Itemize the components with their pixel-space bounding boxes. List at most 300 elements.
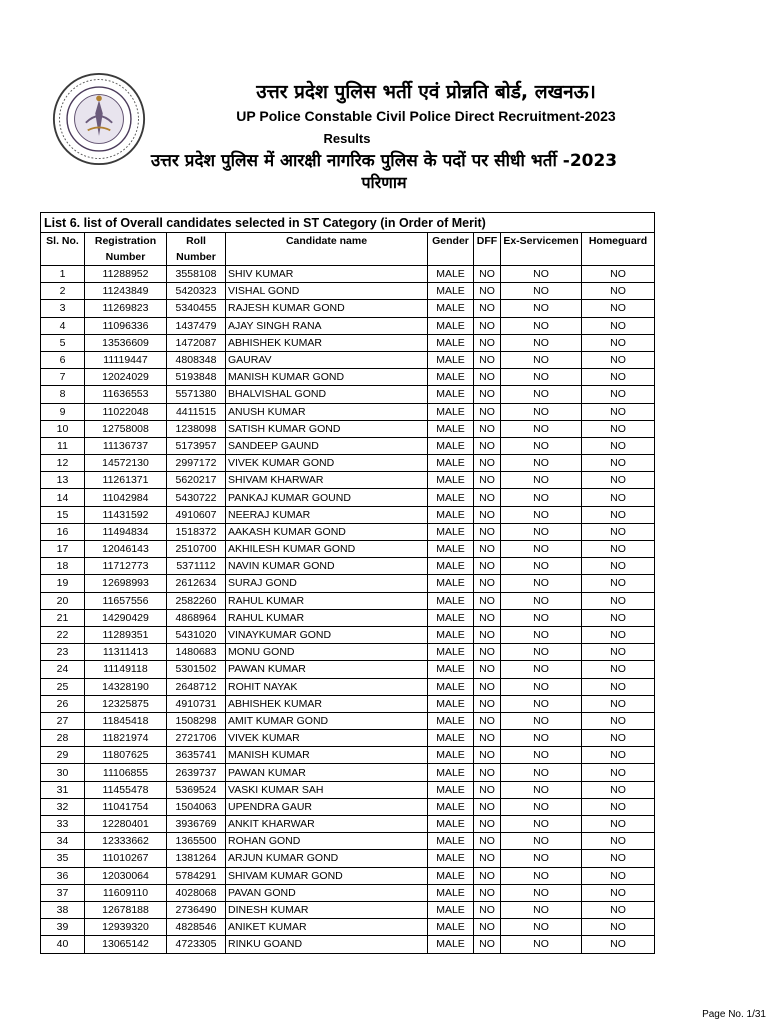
column-header-homeguard: Homeguard xyxy=(582,233,655,266)
ex-servicemen-cell: NO xyxy=(501,747,582,764)
roll-number-cell: 5301502 xyxy=(167,661,226,678)
roll-number-cell: 2721706 xyxy=(167,730,226,747)
document-header xyxy=(0,0,768,200)
ex-servicemen-cell: NO xyxy=(501,644,582,661)
roll-number-cell: 5431020 xyxy=(167,626,226,643)
dff-cell: NO xyxy=(474,266,501,283)
homeguard-cell: NO xyxy=(582,816,655,833)
registration-number-cell: 11041754 xyxy=(85,798,167,815)
candidate-name-cell: MONU GOND xyxy=(226,644,428,661)
table-row xyxy=(41,816,655,833)
registration-number-cell: 11022048 xyxy=(85,403,167,420)
homeguard-cell: NO xyxy=(582,283,655,300)
table-row xyxy=(41,266,655,283)
table-row xyxy=(41,472,655,489)
candidate-name-cell: SANDEEP GAUND xyxy=(226,437,428,454)
sl-no-cell: 7 xyxy=(41,369,85,386)
candidate-name-cell: RAHUL KUMAR xyxy=(226,592,428,609)
registration-number-cell: 11636553 xyxy=(85,386,167,403)
candidate-name-cell: AAKASH KUMAR GOND xyxy=(226,523,428,540)
registration-number-cell: 12325875 xyxy=(85,695,167,712)
ex-servicemen-cell: NO xyxy=(501,386,582,403)
dff-cell: NO xyxy=(474,884,501,901)
dff-cell: NO xyxy=(474,730,501,747)
table-row xyxy=(41,351,655,368)
ex-servicemen-cell: NO xyxy=(501,884,582,901)
registration-number-cell: 12280401 xyxy=(85,816,167,833)
column-header-ex-servicemen: Ex-Servicemen xyxy=(501,233,582,266)
table-caption: List 6. list of Overall candidates selected in ST Category (in Order of Merit) xyxy=(41,213,655,233)
dff-cell: NO xyxy=(474,764,501,781)
table-row xyxy=(41,283,655,300)
candidate-name-cell: SURAJ GOND xyxy=(226,575,428,592)
sl-no-cell: 36 xyxy=(41,867,85,884)
table-row xyxy=(41,437,655,454)
recruitment-title-english: UP Police Constable Civil Police Direct Recruitment-2023 xyxy=(236,108,616,124)
gender-cell: MALE xyxy=(428,575,474,592)
table-row xyxy=(41,764,655,781)
recruitment-title-hindi: उत्तर प्रदेश पुलिस में आरक्षी नागरिक पुलिस के पदों पर सीधी भर्ती -2023 xyxy=(150,151,618,171)
roll-number-cell: 2510700 xyxy=(167,541,226,558)
roll-number-cell: 1472087 xyxy=(167,334,226,351)
ex-servicemen-cell: NO xyxy=(501,678,582,695)
gender-cell: MALE xyxy=(428,712,474,729)
candidate-name-cell: GAURAV xyxy=(226,351,428,368)
dff-cell: NO xyxy=(474,781,501,798)
table-row xyxy=(41,592,655,609)
sl-no-cell: 38 xyxy=(41,901,85,918)
ex-servicemen-cell: NO xyxy=(501,455,582,472)
ex-servicemen-cell: NO xyxy=(501,369,582,386)
gender-cell: MALE xyxy=(428,403,474,420)
ex-servicemen-cell: NO xyxy=(501,437,582,454)
candidate-name-cell: ROHAN GOND xyxy=(226,833,428,850)
sl-no-cell: 39 xyxy=(41,919,85,936)
dff-cell: NO xyxy=(474,626,501,643)
roll-number-cell: 1518372 xyxy=(167,523,226,540)
registration-number-cell: 12333662 xyxy=(85,833,167,850)
roll-number-cell: 4868964 xyxy=(167,609,226,626)
roll-number-cell: 5193848 xyxy=(167,369,226,386)
ex-servicemen-cell: NO xyxy=(501,403,582,420)
candidate-name-cell: ANUSH KUMAR xyxy=(226,403,428,420)
gender-cell: MALE xyxy=(428,506,474,523)
registration-number-cell: 12046143 xyxy=(85,541,167,558)
registration-number-cell: 11712773 xyxy=(85,558,167,575)
gender-cell: MALE xyxy=(428,901,474,918)
gender-cell: MALE xyxy=(428,558,474,575)
candidate-name-cell: UPENDRA GAUR xyxy=(226,798,428,815)
candidate-name-cell: RAJESH KUMAR GOND xyxy=(226,300,428,317)
homeguard-cell: NO xyxy=(582,867,655,884)
dff-cell: NO xyxy=(474,386,501,403)
registration-number-cell: 11269823 xyxy=(85,300,167,317)
selected-candidates-table xyxy=(40,212,655,954)
table-row xyxy=(41,334,655,351)
registration-number-cell: 11042984 xyxy=(85,489,167,506)
sl-no-cell: 5 xyxy=(41,334,85,351)
dff-cell: NO xyxy=(474,901,501,918)
registration-number-cell: 12030064 xyxy=(85,867,167,884)
registration-number-cell: 11821974 xyxy=(85,730,167,747)
gender-cell: MALE xyxy=(428,283,474,300)
candidate-name-cell: SHIV KUMAR xyxy=(226,266,428,283)
gender-cell: MALE xyxy=(428,609,474,626)
registration-number-cell: 11106855 xyxy=(85,764,167,781)
roll-number-cell: 5340455 xyxy=(167,300,226,317)
roll-number-cell: 5371112 xyxy=(167,558,226,575)
dff-cell: NO xyxy=(474,369,501,386)
sl-no-cell: 30 xyxy=(41,764,85,781)
gender-cell: MALE xyxy=(428,541,474,558)
roll-number-cell: 4910731 xyxy=(167,695,226,712)
column-header-gender: Gender xyxy=(428,233,474,266)
homeguard-cell: NO xyxy=(582,661,655,678)
ex-servicemen-cell: NO xyxy=(501,541,582,558)
ex-servicemen-cell: NO xyxy=(501,283,582,300)
roll-number-cell: 3558108 xyxy=(167,266,226,283)
table-row xyxy=(41,936,655,953)
ex-servicemen-cell: NO xyxy=(501,609,582,626)
sl-no-cell: 2 xyxy=(41,283,85,300)
roll-number-cell: 1504063 xyxy=(167,798,226,815)
candidate-name-cell: RAHUL KUMAR xyxy=(226,609,428,626)
table-row xyxy=(41,420,655,437)
table-row xyxy=(41,541,655,558)
table-row xyxy=(41,695,655,712)
table-row xyxy=(41,712,655,729)
roll-number-cell: 1508298 xyxy=(167,712,226,729)
candidate-name-cell: MANISH KUMAR GOND xyxy=(226,369,428,386)
table-row xyxy=(41,403,655,420)
roll-number-cell: 5369524 xyxy=(167,781,226,798)
dff-cell: NO xyxy=(474,575,501,592)
sl-no-cell: 33 xyxy=(41,816,85,833)
table-row xyxy=(41,781,655,798)
roll-number-cell: 3635741 xyxy=(167,747,226,764)
gender-cell: MALE xyxy=(428,695,474,712)
dff-cell: NO xyxy=(474,489,501,506)
registration-number-cell: 11807625 xyxy=(85,747,167,764)
homeguard-cell: NO xyxy=(582,420,655,437)
sl-no-cell: 32 xyxy=(41,798,85,815)
dff-cell: NO xyxy=(474,661,501,678)
gender-cell: MALE xyxy=(428,936,474,953)
candidate-name-cell: VISHAL GOND xyxy=(226,283,428,300)
sl-no-cell: 29 xyxy=(41,747,85,764)
candidate-name-cell: NAVIN KUMAR GOND xyxy=(226,558,428,575)
roll-number-cell: 1381264 xyxy=(167,850,226,867)
dff-cell: NO xyxy=(474,850,501,867)
sl-no-cell: 26 xyxy=(41,695,85,712)
dff-cell: NO xyxy=(474,437,501,454)
homeguard-cell: NO xyxy=(582,850,655,867)
ex-servicemen-cell: NO xyxy=(501,833,582,850)
ex-servicemen-cell: NO xyxy=(501,901,582,918)
sl-no-cell: 24 xyxy=(41,661,85,678)
homeguard-cell: NO xyxy=(582,764,655,781)
registration-number-cell: 11431592 xyxy=(85,506,167,523)
ex-servicemen-cell: NO xyxy=(501,472,582,489)
sl-no-cell: 1 xyxy=(41,266,85,283)
sl-no-cell: 9 xyxy=(41,403,85,420)
roll-number-cell: 1365500 xyxy=(167,833,226,850)
gender-cell: MALE xyxy=(428,437,474,454)
homeguard-cell: NO xyxy=(582,489,655,506)
table-row xyxy=(41,833,655,850)
gender-cell: MALE xyxy=(428,334,474,351)
candidate-name-cell: AJAY SINGH RANA xyxy=(226,317,428,334)
dff-cell: NO xyxy=(474,919,501,936)
sl-no-cell: 10 xyxy=(41,420,85,437)
homeguard-cell: NO xyxy=(582,403,655,420)
column-header-registration-number: Registration Number xyxy=(85,233,167,266)
table-row xyxy=(41,558,655,575)
registration-number-cell: 11119447 xyxy=(85,351,167,368)
ex-servicemen-cell: NO xyxy=(501,334,582,351)
homeguard-cell: NO xyxy=(582,609,655,626)
sl-no-cell: 13 xyxy=(41,472,85,489)
registration-number-cell: 11149118 xyxy=(85,661,167,678)
table-row xyxy=(41,919,655,936)
table-row xyxy=(41,678,655,695)
dff-cell: NO xyxy=(474,816,501,833)
gender-cell: MALE xyxy=(428,661,474,678)
ex-servicemen-cell: NO xyxy=(501,489,582,506)
sl-no-cell: 11 xyxy=(41,437,85,454)
registration-number-cell: 11455478 xyxy=(85,781,167,798)
results-label-english: Results xyxy=(323,131,371,146)
sl-no-cell: 35 xyxy=(41,850,85,867)
homeguard-cell: NO xyxy=(582,695,655,712)
candidate-name-cell: BHALVISHAL GOND xyxy=(226,386,428,403)
sl-no-cell: 17 xyxy=(41,541,85,558)
registration-number-cell: 11010267 xyxy=(85,850,167,867)
registration-number-cell: 11136737 xyxy=(85,437,167,454)
registration-number-cell: 11609110 xyxy=(85,884,167,901)
candidate-name-cell: ROHIT NAYAK xyxy=(226,678,428,695)
gender-cell: MALE xyxy=(428,523,474,540)
ex-servicemen-cell: NO xyxy=(501,575,582,592)
roll-number-cell: 2997172 xyxy=(167,455,226,472)
homeguard-cell: NO xyxy=(582,936,655,953)
homeguard-cell: NO xyxy=(582,678,655,695)
dff-cell: NO xyxy=(474,300,501,317)
candidate-name-cell: MANISH KUMAR xyxy=(226,747,428,764)
table-row xyxy=(41,369,655,386)
sl-no-cell: 21 xyxy=(41,609,85,626)
ex-servicemen-cell: NO xyxy=(501,919,582,936)
roll-number-cell: 1238098 xyxy=(167,420,226,437)
ex-servicemen-cell: NO xyxy=(501,420,582,437)
gender-cell: MALE xyxy=(428,386,474,403)
sl-no-cell: 18 xyxy=(41,558,85,575)
gender-cell: MALE xyxy=(428,919,474,936)
dff-cell: NO xyxy=(474,283,501,300)
homeguard-cell: NO xyxy=(582,644,655,661)
table-row xyxy=(41,523,655,540)
registration-number-cell: 14290429 xyxy=(85,609,167,626)
registration-number-cell: 12678188 xyxy=(85,901,167,918)
table-row xyxy=(41,506,655,523)
ex-servicemen-cell: NO xyxy=(501,764,582,781)
dff-cell: NO xyxy=(474,523,501,540)
roll-number-cell: 2648712 xyxy=(167,678,226,695)
sl-no-cell: 8 xyxy=(41,386,85,403)
candidate-name-cell: VIVEK KUMAR GOND xyxy=(226,455,428,472)
homeguard-cell: NO xyxy=(582,266,655,283)
dff-cell: NO xyxy=(474,351,501,368)
dff-cell: NO xyxy=(474,403,501,420)
registration-number-cell: 14328190 xyxy=(85,678,167,695)
registration-number-cell: 12939320 xyxy=(85,919,167,936)
ex-servicemen-cell: NO xyxy=(501,626,582,643)
homeguard-cell: NO xyxy=(582,747,655,764)
sl-no-cell: 31 xyxy=(41,781,85,798)
dff-cell: NO xyxy=(474,472,501,489)
roll-number-cell: 3936769 xyxy=(167,816,226,833)
dff-cell: NO xyxy=(474,420,501,437)
candidate-name-cell: ABHISHEK KUMAR xyxy=(226,334,428,351)
sl-no-cell: 4 xyxy=(41,317,85,334)
dff-cell: NO xyxy=(474,678,501,695)
homeguard-cell: NO xyxy=(582,558,655,575)
dff-cell: NO xyxy=(474,317,501,334)
candidate-name-cell: SHIVAM KUMAR GOND xyxy=(226,867,428,884)
results-label-hindi: परिणाम xyxy=(361,173,407,192)
dff-cell: NO xyxy=(474,747,501,764)
candidate-name-cell: VASKI KUMAR SAH xyxy=(226,781,428,798)
sl-no-cell: 12 xyxy=(41,455,85,472)
registration-number-cell: 12758008 xyxy=(85,420,167,437)
dff-cell: NO xyxy=(474,558,501,575)
gender-cell: MALE xyxy=(428,867,474,884)
gender-cell: MALE xyxy=(428,351,474,368)
dff-cell: NO xyxy=(474,833,501,850)
candidate-name-cell: NEERAJ KUMAR xyxy=(226,506,428,523)
registration-number-cell: 11261371 xyxy=(85,472,167,489)
homeguard-cell: NO xyxy=(582,472,655,489)
sl-no-cell: 22 xyxy=(41,626,85,643)
homeguard-cell: NO xyxy=(582,386,655,403)
gender-cell: MALE xyxy=(428,317,474,334)
table-row xyxy=(41,386,655,403)
ex-servicemen-cell: NO xyxy=(501,266,582,283)
candidate-name-cell: RINKU GOAND xyxy=(226,936,428,953)
homeguard-cell: NO xyxy=(582,523,655,540)
sl-no-cell: 25 xyxy=(41,678,85,695)
candidate-name-cell: PANKAJ KUMAR GOUND xyxy=(226,489,428,506)
table-row xyxy=(41,850,655,867)
table-caption-row xyxy=(41,213,655,233)
dff-cell: NO xyxy=(474,695,501,712)
table-row xyxy=(41,300,655,317)
roll-number-cell: 4910607 xyxy=(167,506,226,523)
table-row xyxy=(41,455,655,472)
gender-cell: MALE xyxy=(428,816,474,833)
table-row xyxy=(41,317,655,334)
roll-number-cell: 2639737 xyxy=(167,764,226,781)
registration-number-cell: 12024029 xyxy=(85,369,167,386)
roll-number-cell: 4828546 xyxy=(167,919,226,936)
table-row xyxy=(41,798,655,815)
homeguard-cell: NO xyxy=(582,575,655,592)
ex-servicemen-cell: NO xyxy=(501,351,582,368)
sl-no-cell: 23 xyxy=(41,644,85,661)
ex-servicemen-cell: NO xyxy=(501,867,582,884)
registration-number-cell: 13536609 xyxy=(85,334,167,351)
sl-no-cell: 16 xyxy=(41,523,85,540)
homeguard-cell: NO xyxy=(582,884,655,901)
gender-cell: MALE xyxy=(428,781,474,798)
roll-number-cell: 5620217 xyxy=(167,472,226,489)
gender-cell: MALE xyxy=(428,489,474,506)
registration-number-cell: 11657556 xyxy=(85,592,167,609)
table-row xyxy=(41,747,655,764)
roll-number-cell: 5784291 xyxy=(167,867,226,884)
dff-cell: NO xyxy=(474,712,501,729)
table-row xyxy=(41,644,655,661)
sl-no-cell: 6 xyxy=(41,351,85,368)
sl-no-cell: 14 xyxy=(41,489,85,506)
ex-servicemen-cell: NO xyxy=(501,712,582,729)
sl-no-cell: 3 xyxy=(41,300,85,317)
dff-cell: NO xyxy=(474,541,501,558)
homeguard-cell: NO xyxy=(582,833,655,850)
dff-cell: NO xyxy=(474,798,501,815)
gender-cell: MALE xyxy=(428,300,474,317)
gender-cell: MALE xyxy=(428,884,474,901)
gender-cell: MALE xyxy=(428,369,474,386)
homeguard-cell: NO xyxy=(582,300,655,317)
candidate-name-cell: PAWAN KUMAR xyxy=(226,764,428,781)
homeguard-cell: NO xyxy=(582,730,655,747)
gender-cell: MALE xyxy=(428,420,474,437)
ex-servicemen-cell: NO xyxy=(501,816,582,833)
gender-cell: MALE xyxy=(428,747,474,764)
homeguard-cell: NO xyxy=(582,455,655,472)
dff-cell: NO xyxy=(474,592,501,609)
dff-cell: NO xyxy=(474,609,501,626)
dff-cell: NO xyxy=(474,455,501,472)
ex-servicemen-cell: NO xyxy=(501,300,582,317)
page-number: Page No. 1/31 xyxy=(702,1009,766,1020)
dff-cell: NO xyxy=(474,506,501,523)
gender-cell: MALE xyxy=(428,850,474,867)
homeguard-cell: NO xyxy=(582,334,655,351)
registration-number-cell: 11289351 xyxy=(85,626,167,643)
gender-cell: MALE xyxy=(428,472,474,489)
roll-number-cell: 5571380 xyxy=(167,386,226,403)
table-header-row xyxy=(41,233,655,266)
candidate-name-cell: DINESH KUMAR xyxy=(226,901,428,918)
dff-cell: NO xyxy=(474,334,501,351)
roll-number-cell: 4028068 xyxy=(167,884,226,901)
homeguard-cell: NO xyxy=(582,351,655,368)
homeguard-cell: NO xyxy=(582,626,655,643)
registration-number-cell: 11288952 xyxy=(85,266,167,283)
gender-cell: MALE xyxy=(428,833,474,850)
ex-servicemen-cell: NO xyxy=(501,317,582,334)
gender-cell: MALE xyxy=(428,455,474,472)
gender-cell: MALE xyxy=(428,798,474,815)
homeguard-cell: NO xyxy=(582,901,655,918)
gender-cell: MALE xyxy=(428,644,474,661)
ex-servicemen-cell: NO xyxy=(501,798,582,815)
table-row xyxy=(41,575,655,592)
candidate-name-cell: ARJUN KUMAR GOND xyxy=(226,850,428,867)
table-row xyxy=(41,901,655,918)
